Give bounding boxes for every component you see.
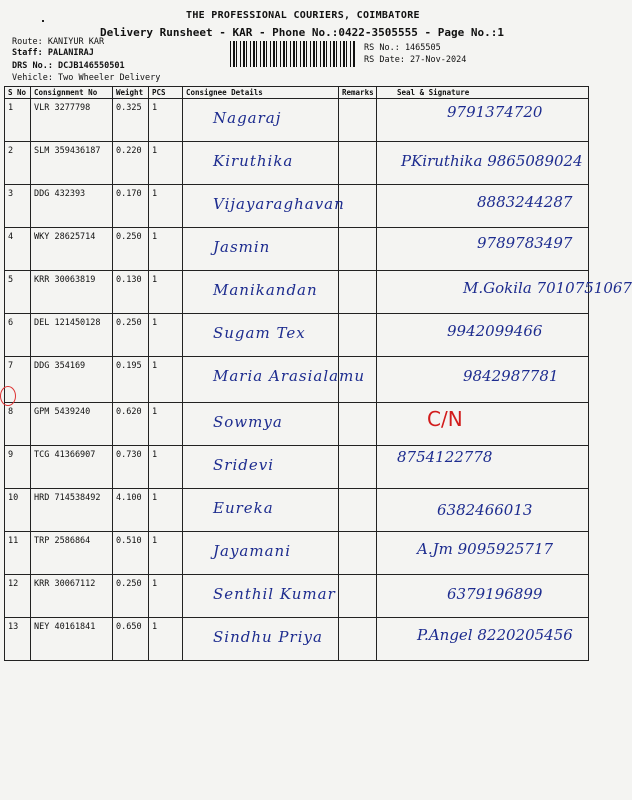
row-sno: 2 (5, 142, 31, 185)
row-weight: 0.510 (113, 532, 149, 575)
row-sno: 10 (5, 489, 31, 532)
row-consignment-no: VLR 3277798 (31, 99, 113, 142)
row-consignee (183, 403, 339, 446)
handwritten-signature: 9842987781 (463, 367, 559, 385)
table-row (5, 99, 589, 142)
row-remarks (339, 489, 377, 532)
row-consignment-no: GPM 5439240 (31, 403, 113, 446)
handwritten-signature: A.Jm 9095925717 (417, 540, 554, 558)
row-remarks (339, 271, 377, 314)
handwritten-consignee: Jayamani (213, 542, 291, 560)
col-pcs: PCS (149, 87, 183, 99)
runsheet-table (4, 86, 632, 661)
row-pcs: 1 (149, 489, 183, 532)
row-remarks (339, 446, 377, 489)
row-remarks (339, 575, 377, 618)
row-weight: 0.195 (113, 357, 149, 403)
row-sno: 1 (5, 99, 31, 142)
row-consignee (183, 271, 339, 314)
row-consignee (183, 228, 339, 271)
row-signature (377, 142, 589, 185)
table-row (5, 271, 589, 314)
row-weight: 0.220 (113, 142, 149, 185)
row-signature (377, 314, 589, 357)
row-consignee (183, 99, 339, 142)
row-weight: 0.250 (113, 228, 149, 271)
row-weight: 0.250 (113, 314, 149, 357)
row-pcs: 1 (149, 228, 183, 271)
handwritten-consignee: Senthil Kumar (213, 585, 336, 603)
vehicle-label: Vehicle: Two Wheeler Delivery (12, 73, 161, 83)
row-consignment-no: NEY 40161841 (31, 618, 113, 661)
row-consignment-no: KRR 30067112 (31, 575, 113, 618)
row-pcs: 1 (149, 185, 183, 228)
row-sno: 3 (5, 185, 31, 228)
row-consignment-no: DDG 354169 (31, 357, 113, 403)
row-weight: 4.100 (113, 489, 149, 532)
row-weight: 0.650 (113, 618, 149, 661)
col-consignment: Consignment No (31, 87, 113, 99)
row-consignment-no: KRR 30063819 (31, 271, 113, 314)
row-remarks (339, 403, 377, 446)
company-name: THE PROFESSIONAL COURIERS, COIMBATORE (186, 10, 420, 21)
table-row (5, 532, 589, 575)
rs-number: RS No.: 1465505 (364, 43, 441, 53)
rs-date: RS Date: 27-Nov-2024 (364, 55, 467, 65)
row-signature (377, 228, 589, 271)
table-header (5, 87, 589, 99)
route-label: Route: KANIYUR KAR (12, 37, 105, 47)
handwritten-consignee: Sugam Tex (213, 324, 306, 342)
handwritten-consignee: Maria Arasialamu (213, 367, 365, 385)
handwritten-signature: C/N (427, 407, 463, 431)
row-signature (377, 575, 589, 618)
row-consignee (183, 489, 339, 532)
row-remarks (339, 99, 377, 142)
row-pcs: 1 (149, 99, 183, 142)
row-sno: 7 (5, 357, 31, 403)
row-consignment-no: TCG 41366907 (31, 446, 113, 489)
row-sno: 6 (5, 314, 31, 357)
row-signature (377, 271, 632, 314)
table-row (5, 575, 589, 618)
row-consignee (183, 575, 339, 618)
table-row (5, 446, 589, 489)
red-circle-mark (0, 386, 16, 406)
row-remarks (339, 142, 377, 185)
handwritten-consignee: Sridevi (213, 456, 274, 474)
handwritten-signature: P.Angel 8220205456 (417, 626, 573, 644)
handwritten-consignee: Sindhu Priya (213, 628, 323, 646)
col-sno: S No (5, 87, 31, 99)
row-consignee (183, 446, 339, 489)
row-consignee (183, 357, 365, 403)
row-signature (377, 357, 589, 403)
row-remarks (339, 228, 377, 271)
handwritten-signature: 9942099466 (447, 322, 543, 340)
runsheet-title: Delivery Runsheet - KAR - Phone No.:0422-3505555 - Page No.:1 (100, 26, 504, 39)
row-remarks (339, 618, 377, 661)
row-sno: 4 (5, 228, 31, 271)
row-sno: 11 (5, 532, 31, 575)
drs-label: DRS No.: DCJB146550501 (12, 61, 125, 71)
row-signature (377, 403, 589, 446)
row-consignee (183, 618, 339, 661)
row-remarks (339, 314, 377, 357)
row-weight: 0.250 (113, 575, 149, 618)
row-pcs: 1 (149, 575, 183, 618)
row-pcs: 1 (149, 532, 183, 575)
row-consignee (183, 314, 339, 357)
row-weight: 0.130 (113, 271, 149, 314)
table-row (5, 314, 589, 357)
row-pcs: 1 (149, 314, 183, 357)
row-sno: 8 (5, 403, 31, 446)
row-sno: 5 (5, 271, 31, 314)
row-signature (377, 618, 589, 661)
handwritten-signature: 6382466013 (437, 501, 533, 519)
row-signature (377, 99, 589, 142)
row-consignment-no: DEL 121450128 (31, 314, 113, 357)
row-consignment-no: HRD 714538492 (31, 489, 113, 532)
row-pcs: 1 (149, 446, 183, 489)
table-row (5, 142, 589, 185)
row-weight: 0.620 (113, 403, 149, 446)
row-pcs: 1 (149, 357, 183, 403)
handwritten-consignee: Kiruthika (213, 152, 294, 170)
row-consignment-no: TRP 2586864 (31, 532, 113, 575)
row-sno: 13 (5, 618, 31, 661)
row-weight: 0.730 (113, 446, 149, 489)
col-consignee: Consignee Details (183, 87, 339, 99)
table-row (5, 403, 589, 446)
col-weight: Weight (113, 87, 149, 99)
table-row (5, 489, 589, 532)
row-consignment-no: WKY 28625714 (31, 228, 113, 271)
handwritten-signature: 9791374720 (447, 103, 543, 121)
handwritten-signature: PKiruthika 9865089024 (401, 152, 583, 170)
row-sno: 9 (5, 446, 31, 489)
row-weight: 0.170 (113, 185, 149, 228)
handwritten-signature: 8883244287 (477, 193, 573, 211)
staff-label: Staff: PALANIRAJ (12, 48, 94, 58)
speck (42, 20, 44, 22)
row-pcs: 1 (149, 618, 183, 661)
col-remarks: Remarks (339, 87, 377, 99)
row-pcs: 1 (149, 403, 183, 446)
handwritten-signature: 8754122778 (397, 448, 493, 466)
row-signature (377, 532, 589, 575)
row-pcs: 1 (149, 271, 183, 314)
table-row (5, 228, 589, 271)
row-sno: 12 (5, 575, 31, 618)
row-weight: 0.325 (113, 99, 149, 142)
handwritten-signature: 9789783497 (477, 234, 573, 252)
row-pcs: 1 (149, 142, 183, 185)
handwritten-signature: 6379196899 (447, 585, 543, 603)
table-row (5, 618, 589, 661)
handwritten-consignee: Vijayaraghavan (213, 195, 345, 213)
handwritten-consignee: Manikandan (213, 281, 318, 299)
row-signature (377, 489, 589, 532)
row-consignee (183, 142, 339, 185)
handwritten-signature: M.Gokila 7010751067 (463, 279, 632, 297)
handwritten-consignee: Sowmya (213, 413, 283, 431)
barcode (230, 41, 356, 67)
handwritten-consignee: Jasmin (213, 238, 271, 256)
row-consignee (183, 185, 345, 228)
row-consignment-no: DDG 432393 (31, 185, 113, 228)
row-signature (377, 446, 589, 489)
table-row (5, 185, 589, 228)
row-consignee (183, 532, 339, 575)
table-row (5, 357, 589, 403)
col-signature: Seal & Signature (377, 87, 589, 99)
handwritten-consignee: Nagaraj (213, 109, 282, 127)
handwritten-consignee: Eureka (213, 499, 274, 517)
row-consignment-no: SLM 359436187 (31, 142, 113, 185)
row-signature (377, 185, 589, 228)
row-remarks (339, 532, 377, 575)
